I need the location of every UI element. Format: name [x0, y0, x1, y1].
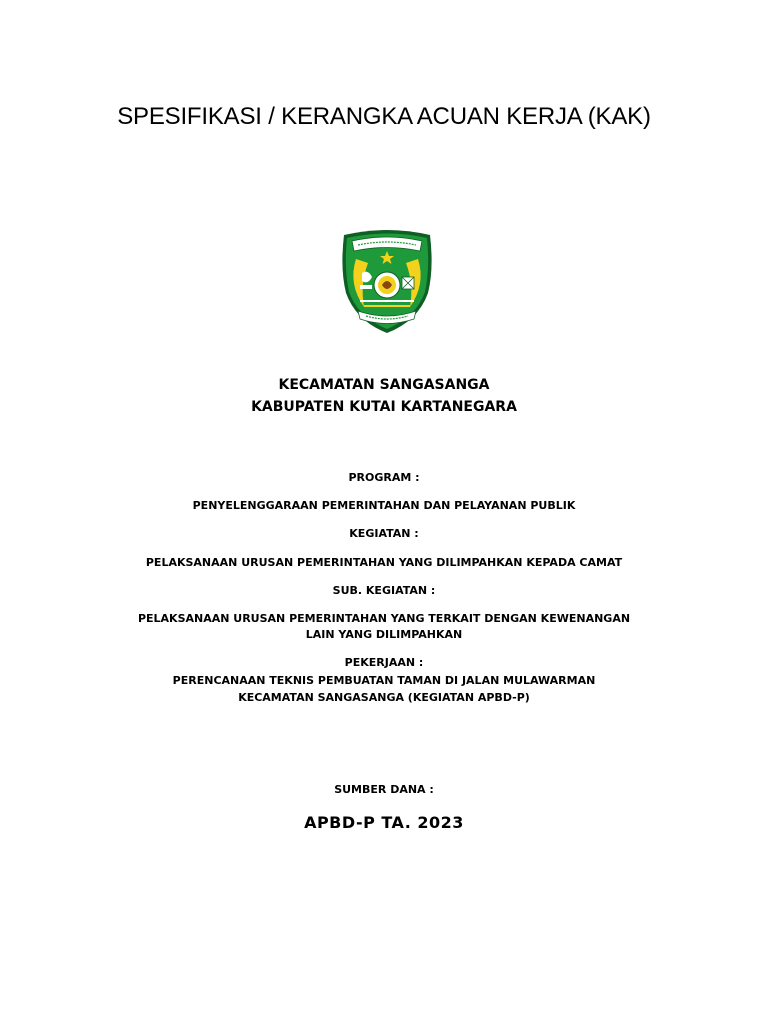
pekerjaan-value-line-1: PERENCANAAN TEKNIS PEMBUATAN TAMAN DI JALAN MULAWARMAN — [172, 674, 596, 687]
document-title: SPESIFIKASI / KERANGKA ACUAN KERJA (KAK) — [117, 103, 651, 130]
program-value: PENYELENGGARAAN PEMERINTAHAN DAN PELAYANAN PUBLIK — [192, 499, 576, 512]
kutai-kartanegara-regency-emblem-icon — [338, 229, 436, 335]
sumber-dana-label: SUMBER DANA : — [334, 783, 434, 796]
institution-district: KECAMATAN SANGASANGA — [278, 377, 490, 393]
kegiatan-value: PELAKSANAAN URUSAN PEMERINTAHAN YANG DILIMPAHKAN KEPADA CAMAT — [145, 556, 623, 569]
pekerjaan-label: PEKERJAAN : — [344, 656, 424, 669]
sumber-dana-value: APBD-P TA. 2023 — [304, 813, 464, 832]
program-label: PROGRAM : — [348, 471, 420, 484]
pekerjaan-value-line-2: KECAMATAN SANGASANGA (KEGIATAN APBD-P) — [238, 691, 530, 704]
kegiatan-label: KEGIATAN : — [349, 527, 419, 540]
sub-kegiatan-value-line-2: LAIN YANG DILIMPAHKAN — [305, 628, 463, 641]
institution-regency: KABUPATEN KUTAI KARTANEGARA — [251, 399, 517, 415]
sub-kegiatan-label: SUB. KEGIATAN : — [332, 584, 436, 597]
sub-kegiatan-value-line-1: PELAKSANAAN URUSAN PEMERINTAHAN YANG TERKAIT DENGAN KEWENANGAN — [137, 612, 631, 625]
